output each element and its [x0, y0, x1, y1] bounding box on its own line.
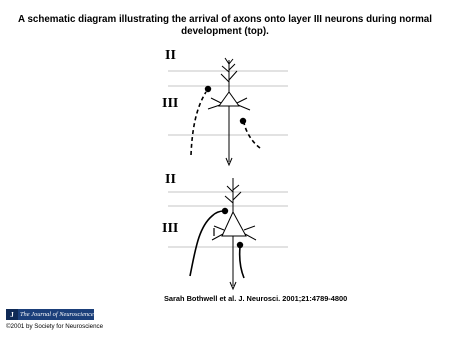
slide-title: A schematic diagram illustrating the arrival of axons onto layer III neurons during normal development (top).	[18, 14, 432, 37]
top-layer-iii-label: III	[162, 96, 179, 111]
bottom-arriving-axon-left	[190, 211, 224, 276]
journal-logo[interactable]	[6, 309, 94, 320]
bottom-axon-terminal-right	[237, 242, 243, 248]
bottom-pyramidal-neuron	[212, 178, 256, 286]
bottom-soma	[222, 212, 246, 236]
bottom-axon-terminal-left	[222, 208, 228, 214]
citation: Sarah Bothwell et al. J. Neurosci. 2001;21:4789-4800	[164, 294, 348, 303]
bottom-layer-ii-label: II	[165, 172, 176, 187]
top-arriving-axon-left	[191, 92, 206, 155]
top-panel	[162, 48, 288, 165]
bottom-panel	[162, 172, 288, 289]
top-arriving-axon-right	[244, 123, 260, 148]
top-soma	[219, 92, 239, 106]
journal-logo-text: The Journal of Neuroscience	[20, 311, 94, 318]
top-axon-terminal-left	[205, 86, 211, 92]
copyright-notice: ©2001 by Society for Neuroscience	[6, 323, 104, 330]
bottom-layer-iii-label: III	[162, 221, 179, 236]
bottom-basal-dendrites	[212, 226, 256, 240]
top-axon-terminal-right	[240, 118, 246, 124]
top-pyramidal-neuron	[208, 58, 250, 162]
journal-logo-icon: J	[6, 309, 18, 320]
top-layer-ii-label: II	[165, 48, 176, 63]
bottom-arriving-axon-right	[240, 247, 244, 278]
